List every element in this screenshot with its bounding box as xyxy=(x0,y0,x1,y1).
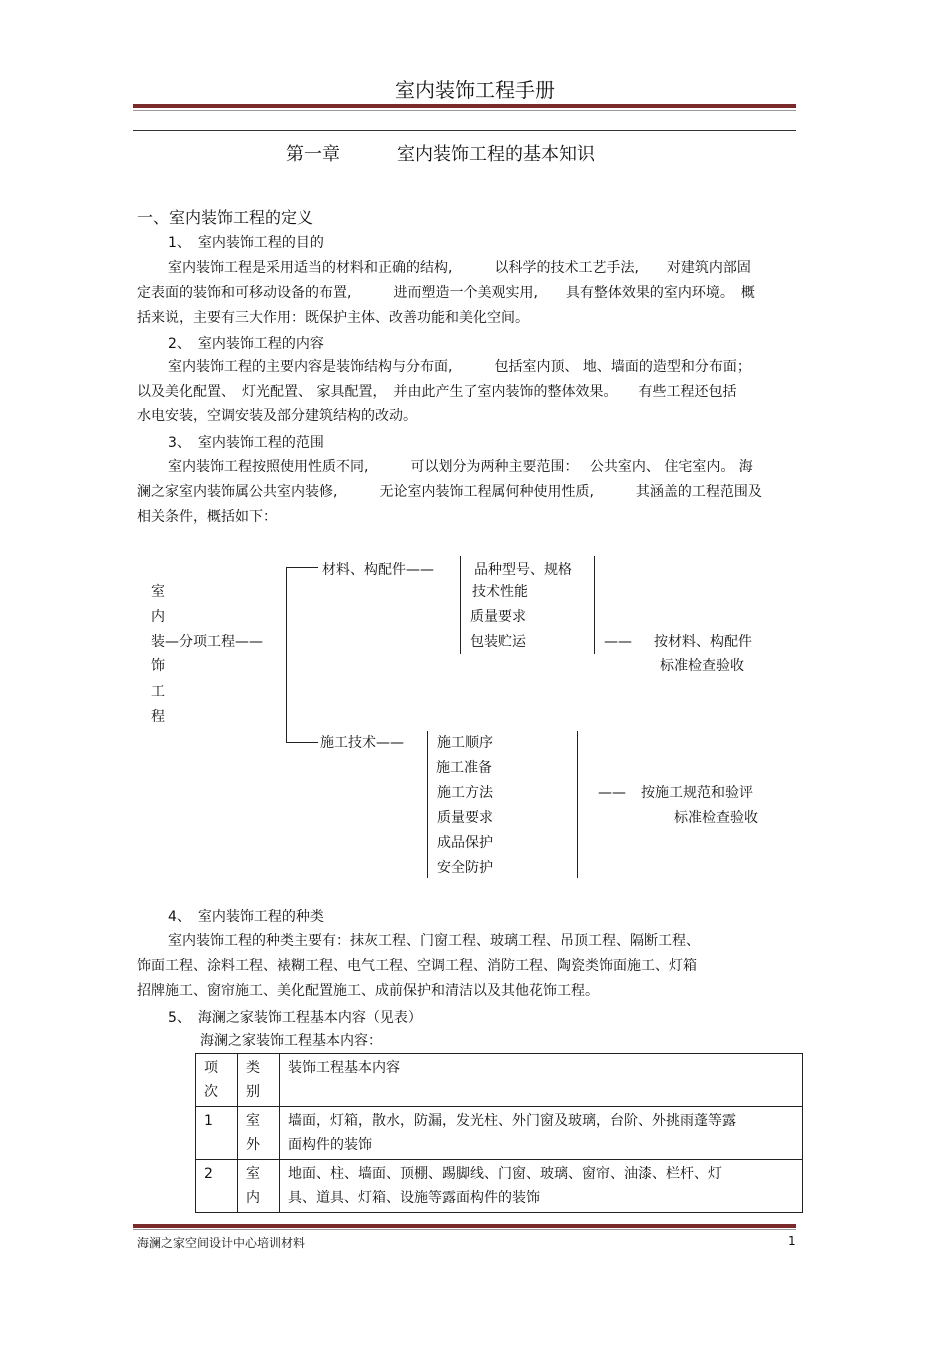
paragraph-line: 定表面的装饰和可移动设备的布置, 进而塑造一个美观实用, 具有整体效果的室内环境。 概 xyxy=(137,285,755,301)
diagram-divider xyxy=(577,731,578,878)
diagram-branch-materials: 材料、构配件—— xyxy=(322,562,434,578)
diagram-item: 包装贮运 xyxy=(470,634,526,650)
diagram-arrow: —— xyxy=(604,634,632,650)
subsection-heading-1: 1、 室内装饰工程的目的 xyxy=(168,235,324,251)
subsection-heading-2: 2、 室内装饰工程的内容 xyxy=(168,336,324,352)
diagram-root-char: 室 xyxy=(151,584,165,600)
footer-rule-thin xyxy=(133,1229,796,1230)
table-cell: 室外 xyxy=(238,1107,280,1160)
diagram-item: 成品保护 xyxy=(437,835,493,851)
table-row xyxy=(196,1160,803,1213)
diagram-root-connector: —分项工程—— xyxy=(165,634,263,650)
diagram-result: 按材料、构配件 xyxy=(654,634,752,650)
table-caption: 海澜之家装饰工程基本内容： xyxy=(200,1033,382,1049)
diagram-arrow: —— xyxy=(598,785,626,801)
table-header-cell: 类别 xyxy=(238,1054,280,1107)
diagram-result: 标准检查验收 xyxy=(674,810,758,826)
paragraph-line: 招牌施工、窗帘施工、美化配置施工、成前保护和清洁以及其他花饰工程。 xyxy=(137,983,599,999)
diagram-bracket-top xyxy=(286,567,318,568)
diagram-item: 安全防护 xyxy=(437,860,493,876)
diagram-bracket-bottom xyxy=(286,742,318,743)
table-header-row xyxy=(196,1054,803,1107)
table-header-cell: 项次 xyxy=(196,1054,238,1107)
table-cell: 1 xyxy=(196,1107,238,1160)
header-rule-thick xyxy=(133,104,796,108)
paragraph-line: 以及美化配置、 灯光配置、 家具配置， 并由此产生了室内装饰的整体效果。 有些工程还包括 xyxy=(137,384,737,400)
paragraph-line: 饰面工程、涂料工程、裱糊工程、电气工程、空调工程、消防工程、陶瓷类饰面施工、灯箱 xyxy=(137,958,697,974)
paragraph-line: 室内装饰工程的主要内容是装饰结构与分布面, 包括室内顶、 地、墙面的造型和分布面； xyxy=(168,359,751,375)
chapter-top-rule xyxy=(133,130,796,131)
paragraph-line: 括来说，主要有三大作用：既保护主体、改善功能和美化空间。 xyxy=(137,310,529,326)
diagram-item: 施工顺序 xyxy=(437,735,493,751)
table-cell: 地面、柱、墙面、顶棚、踢脚线、门窗、玻璃、窗帘、油漆、栏杆、灯具、道具、灯箱、设施等露面构件的装饰 xyxy=(280,1160,803,1213)
diagram-root-char: 装 xyxy=(151,634,165,650)
table-cell: 2 xyxy=(196,1160,238,1213)
diagram-root-char: 饰 xyxy=(151,658,165,674)
header-rule-thin xyxy=(133,110,796,111)
subsection-heading-5: 5、 海澜之家装饰工程基本内容（见表） xyxy=(168,1010,422,1026)
diagram-item: 质量要求 xyxy=(470,609,526,625)
section-heading: 一、室内装饰工程的定义 xyxy=(137,208,314,227)
diagram-item: 施工准备 xyxy=(436,760,492,776)
paragraph-line: 室内装饰工程是采用适当的材料和正确的结构, 以科学的技术工艺手法, 对建筑内部固 xyxy=(168,260,751,276)
diagram-divider xyxy=(427,731,428,878)
table-header-cell: 装饰工程基本内容 xyxy=(280,1054,803,1107)
content-table xyxy=(195,1053,803,1213)
diagram-item: 质量要求 xyxy=(437,810,493,826)
diagram-result: 按施工规范和验评 xyxy=(641,785,753,801)
chapter-title: 室内装饰工程的基本知识 xyxy=(397,144,595,165)
subsection-heading-3: 3、 室内装饰工程的范围 xyxy=(168,435,324,451)
page-number: 1 xyxy=(788,1234,796,1248)
diagram-branch-construction: 施工技术—— xyxy=(320,735,404,751)
paragraph-line: 水电安装，空调安装及部分建筑结构的改动。 xyxy=(137,408,417,424)
paragraph-line: 室内装饰工程按照使用性质不同, 可以划分为两种主要范围： 公共室内、 住宅室内。 海 xyxy=(168,459,753,475)
table-cell: 墙面，灯箱，散水，防漏，发光柱、外门窗及玻璃，台阶、外挑雨蓬等露面构件的装饰 xyxy=(280,1107,803,1160)
paragraph-line: 室内装饰工程的种类主要有：抹灰工程、门窗工程、玻璃工程、吊顶工程、隔断工程、 xyxy=(168,933,700,949)
diagram-root-char: 程 xyxy=(151,709,165,725)
diagram-item: 品种型号、规格 xyxy=(474,562,572,578)
diagram-item: 技术性能 xyxy=(472,584,528,600)
diagram-divider xyxy=(460,556,461,654)
chapter-number: 第一章 xyxy=(286,144,340,165)
diagram-root-char: 内 xyxy=(151,609,165,625)
diagram-item: 施工方法 xyxy=(437,785,493,801)
subsection-heading-4: 4、 室内装饰工程的种类 xyxy=(168,909,324,925)
table-cell: 室内 xyxy=(238,1160,280,1213)
paragraph-line: 澜之家室内装饰属公共室内装修, 无论室内装饰工程属何种使用性质, 其涵盖的工程范围及 xyxy=(137,484,762,500)
diagram-result: 标准检查验收 xyxy=(660,658,744,674)
table-row xyxy=(196,1107,803,1160)
diagram-bracket-vertical xyxy=(286,567,287,742)
paragraph-line: 相关条件，概括如下： xyxy=(137,509,277,525)
footer-rule-thick xyxy=(133,1224,796,1228)
document-title: 室内装饰工程手册 xyxy=(395,78,555,102)
diagram-divider xyxy=(594,556,595,654)
footer-text: 海澜之家空间设计中心培训材料 xyxy=(137,1236,306,1250)
diagram-root-char: 工 xyxy=(151,684,165,700)
